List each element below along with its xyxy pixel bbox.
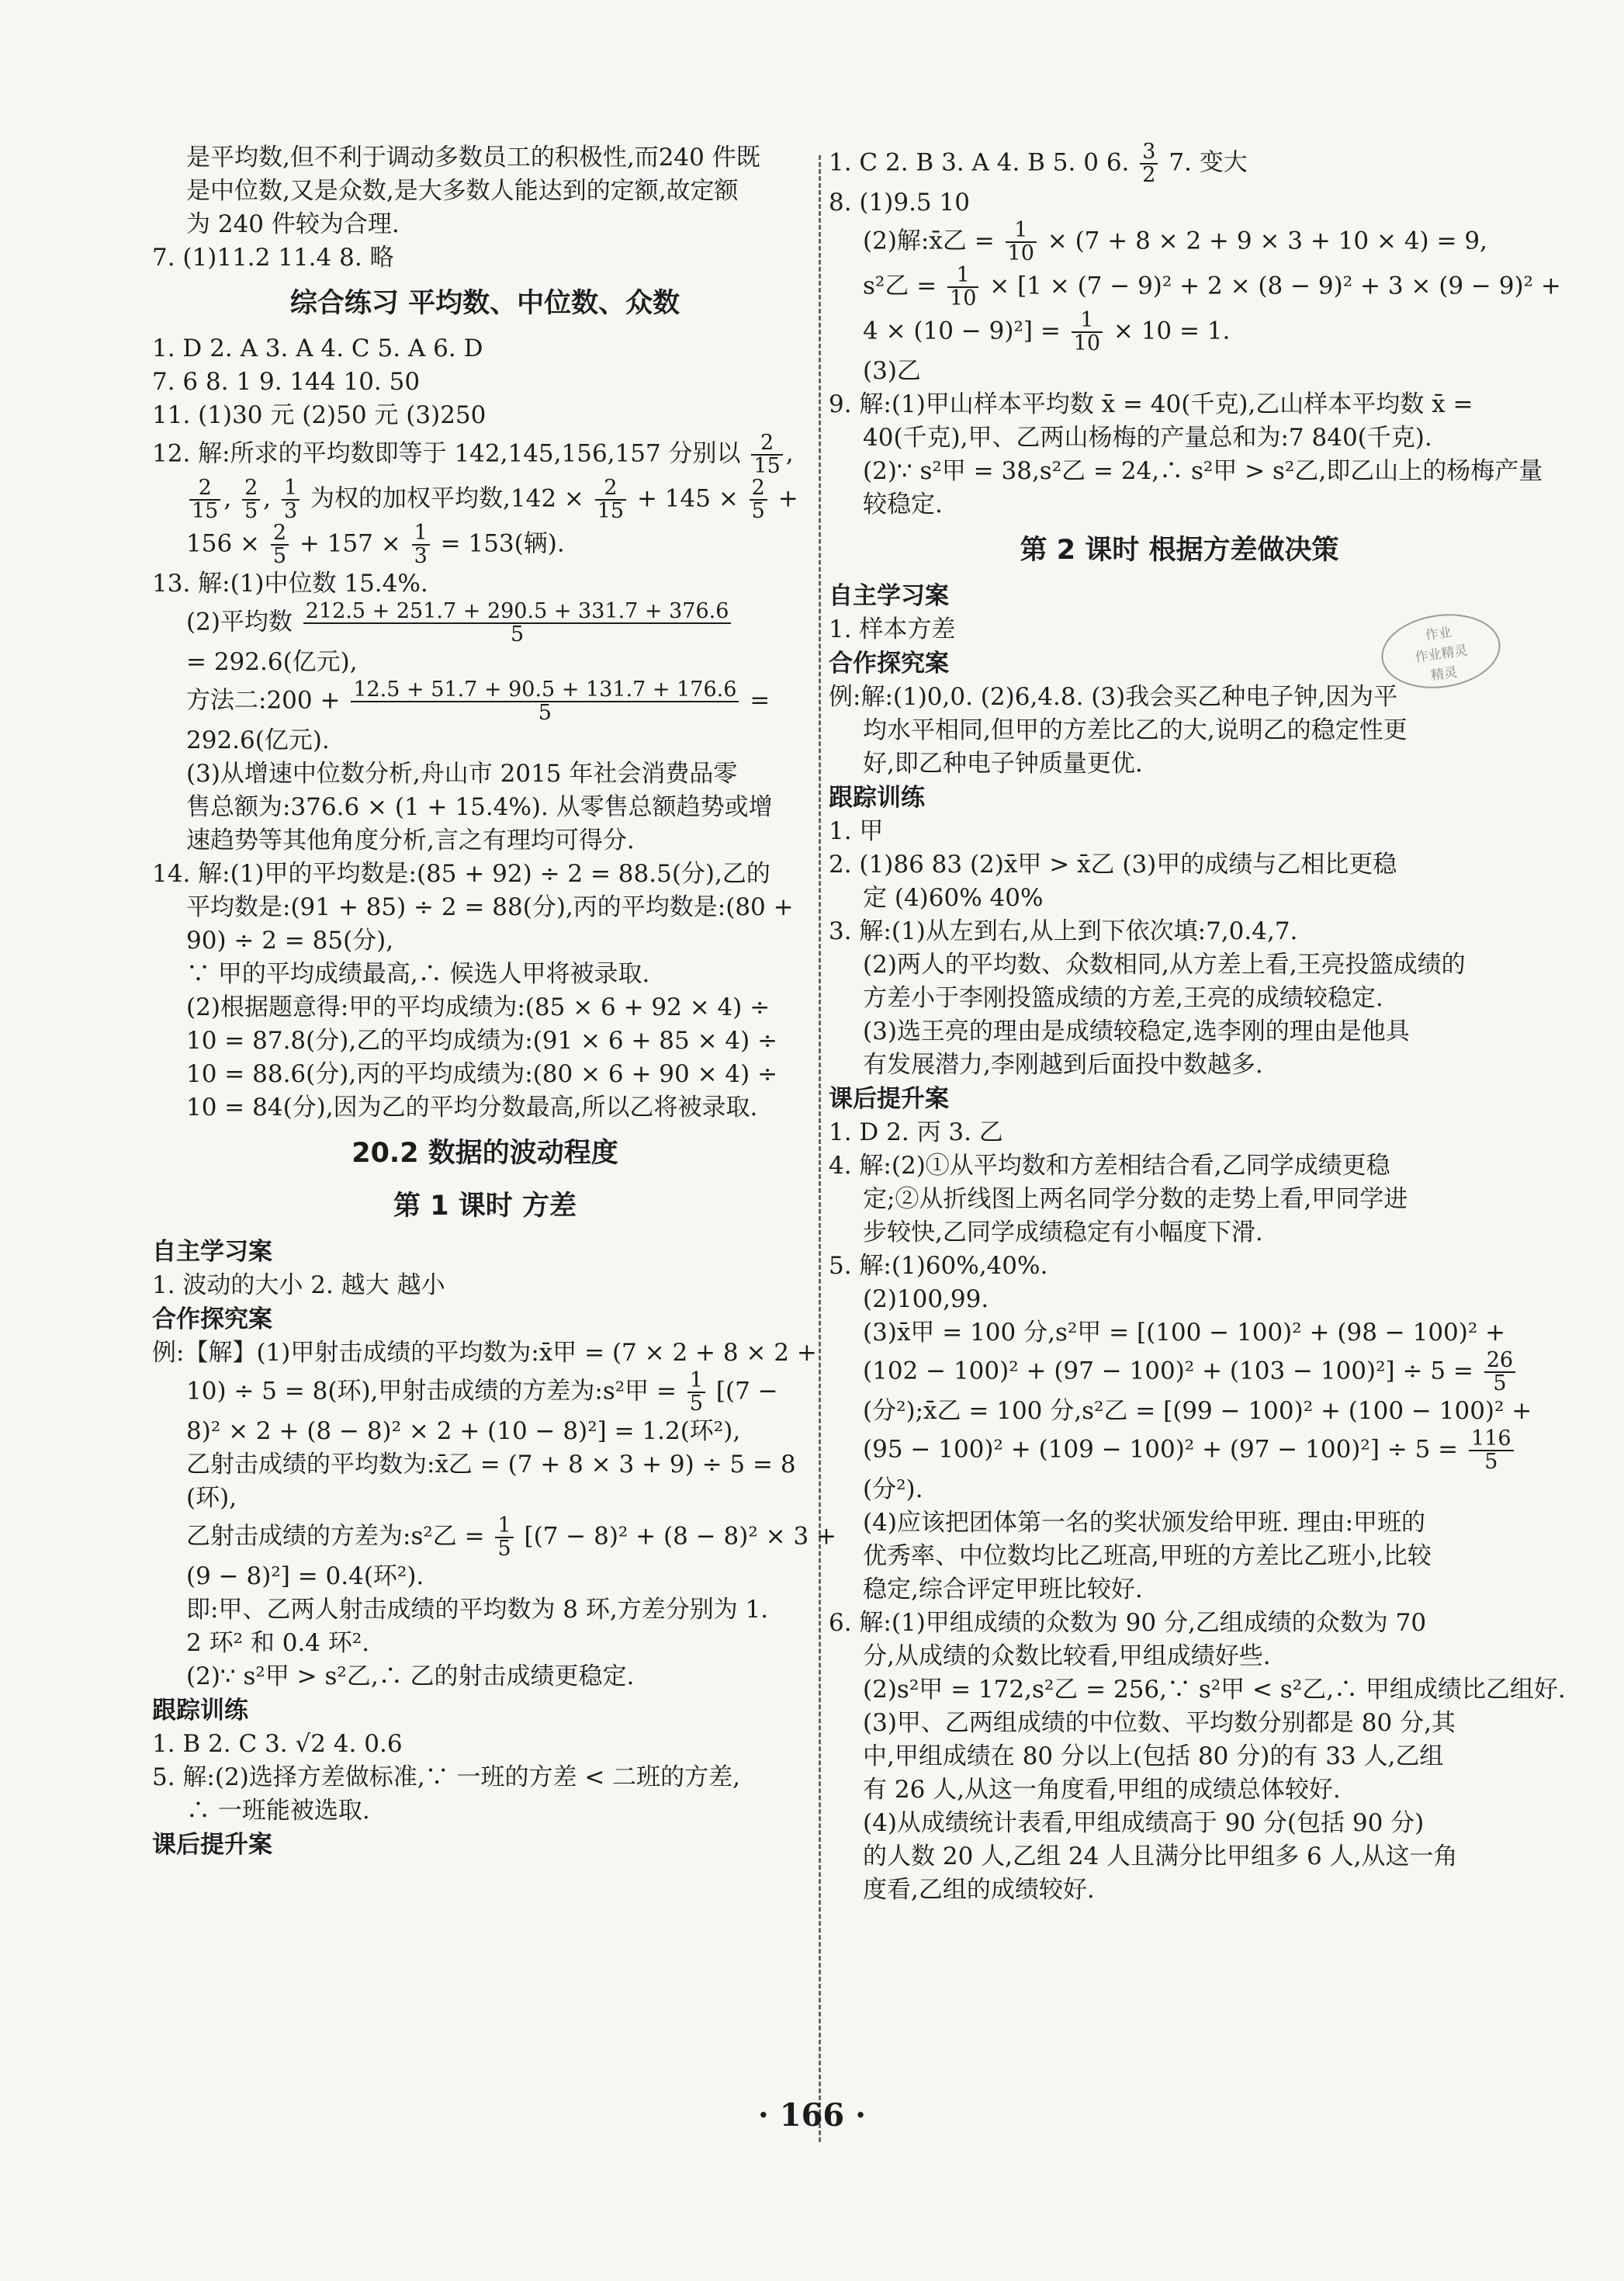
fraction-num: 1 bbox=[495, 1515, 513, 1538]
fraction bbox=[271, 522, 289, 567]
text-line: (3)甲、乙两组成绩的中位数、平均数分别都是 80 分,其 bbox=[863, 1709, 1456, 1737]
text-line: 定;②从折线图上两名同学分数的走势上看,甲同学进 bbox=[863, 1185, 1408, 1213]
answer-line: 14. 解:(1)甲的平均数是:(85 + 92) ÷ 2 = 88.5(分),乙的 bbox=[152, 860, 770, 888]
text-line: (4)从成绩统计表看,甲组成绩高于 90 分(包括 90 分) bbox=[863, 1809, 1425, 1837]
subsection-heading: 自主学习案 bbox=[829, 582, 949, 610]
fraction-num: 212.5 + 251.7 + 290.5 + 331.7 + 376.6 bbox=[303, 601, 732, 624]
fraction-den: 5 bbox=[244, 499, 258, 523]
fraction-den: 5 bbox=[272, 544, 287, 568]
fraction-num: 12.5 + 51.7 + 90.5 + 131.7 + 176.6 bbox=[351, 679, 739, 702]
text-line: 定 (4)60% 40% bbox=[863, 884, 1044, 912]
text-line: (3)x̄甲 = 100 分,s²甲 = [(100 − 100)² + (98 − 100)² + bbox=[863, 1319, 1506, 1347]
answer-line bbox=[829, 1428, 1530, 1473]
fraction-num: 2 bbox=[271, 522, 289, 546]
text-line: = 292.6(亿元), bbox=[186, 648, 358, 676]
text-span: 12. 解:所求的平均数即等于 142,145,156,157 分别以 bbox=[152, 439, 741, 468]
text-line: ∵ 甲的平均成绩最高,∴ 候选人甲将被录取. bbox=[186, 960, 650, 988]
answer-line: 5. 解:(2)选择方差做标准,∵ 一班的方差 < 二班的方差, bbox=[152, 1763, 741, 1791]
answer-line: 6. 解:(1)甲组成绩的众数为 90 分,乙组成绩的众数为 70 bbox=[829, 1609, 1427, 1637]
text-line: 速趋势等其他角度分析,言之有理均可得分. bbox=[186, 827, 635, 855]
text-line: 例:解:(1)0,0. (2)6,4.8. (3)我会买乙种电子钟,因为平 bbox=[829, 683, 1398, 711]
text-span: 乙射击成绩的方差为:s²乙 = bbox=[186, 1522, 485, 1551]
answer-line: 8. (1)9.5 10 bbox=[829, 189, 970, 217]
page-number: · 166 · bbox=[757, 2097, 867, 2134]
answer-line: $\frac{2}{15}$ , $\frac{2}{5}$ , $\frac{1}{3}$ 为权的加权平均数,142 × $\frac{2}{15}$ + 145 × $\frac{2}{5}$ + bbox=[152, 477, 818, 522]
text-span: [(7 − bbox=[715, 1377, 778, 1406]
answer-line bbox=[829, 310, 1530, 355]
section-heading: 综合练习 平均数、中位数、众数 bbox=[289, 288, 680, 319]
fraction-den: 10 bbox=[950, 286, 977, 310]
section-heading: 20.2 数据的波动程度 bbox=[351, 1138, 618, 1169]
answer-line: 1. 甲 bbox=[829, 817, 884, 845]
answer-line: 1. 样本方差 bbox=[829, 615, 956, 643]
text-span: × 10 = 1. bbox=[1113, 317, 1231, 345]
fraction bbox=[687, 1370, 705, 1415]
fraction bbox=[1072, 310, 1103, 355]
subsection-heading: 合作探究案 bbox=[829, 650, 949, 678]
text-line: 乙射击成绩的平均数为:x̄乙 = (7 + 8 × 3 + 9) ÷ 5 = 8 bbox=[186, 1451, 796, 1478]
fraction-num: 3 bbox=[1140, 141, 1158, 165]
subsection-heading: 课后提升案 bbox=[829, 1085, 949, 1113]
text-line: (9 − 8)²] = 0.4(环²). bbox=[186, 1562, 424, 1590]
answer-line: 7. (1)11.2 11.4 8. 略 bbox=[152, 244, 394, 272]
text-line: (2)100,99. bbox=[863, 1285, 989, 1313]
answer-line: 7. 6 8. 1 9. 144 10. 50 bbox=[152, 368, 421, 396]
text-line: 有 26 人,从这一角度看,甲组的成绩总体较好. bbox=[863, 1776, 1341, 1804]
fraction-num: 2 bbox=[189, 477, 220, 501]
answer-line bbox=[829, 220, 1530, 265]
text-line: 步较快,乙同学成绩稳定有小幅度下滑. bbox=[863, 1218, 1263, 1246]
text-span: = 153(辆). bbox=[440, 529, 565, 558]
text-span: (2)平均数 bbox=[186, 608, 293, 636]
subsection-heading: 跟踪训练 bbox=[829, 784, 925, 812]
text-line: 为 240 件较为合理. bbox=[186, 210, 400, 238]
text-line: ∴ 一班能被选取. bbox=[186, 1797, 370, 1825]
fraction bbox=[750, 477, 767, 522]
text-line: (4)应该把团体第一名的奖状颁发给甲班. 理由:甲班的 bbox=[863, 1509, 1426, 1537]
fraction bbox=[1484, 1350, 1515, 1395]
fraction-num: 1 bbox=[687, 1370, 705, 1393]
answer-line: 1. B 2. C 3. √2 4. 0.6 bbox=[152, 1730, 403, 1758]
text-span: 方法二:200 + bbox=[186, 686, 341, 715]
subsection-heading: 自主学习案 bbox=[152, 1238, 272, 1266]
text-line: 均水平相同,但甲的方差比乙的大,说明乙的稳定性更 bbox=[863, 716, 1408, 744]
fraction-num: 2 bbox=[750, 477, 767, 501]
fraction bbox=[242, 477, 260, 522]
fraction-num: 2 bbox=[595, 477, 626, 501]
text-line: (2)∵ s²甲 = 38,s²乙 = 24,∴ s²甲 > s²乙,即乙山上的杨梅产量 bbox=[863, 457, 1543, 485]
text-line: 2 环² 和 0.4 环². bbox=[186, 1629, 370, 1657]
fraction-den: 10 bbox=[1073, 331, 1101, 355]
fraction bbox=[189, 477, 220, 522]
text-line: 40(千克),甲、乙两山杨梅的产量总和为:7 840(千克). bbox=[863, 424, 1432, 452]
left-column bbox=[152, 141, 837, 1862]
text-line: 10 = 84(分),因为乙的平均分数最高,所以乙将被录取. bbox=[186, 1094, 758, 1121]
text-line: (分²). bbox=[863, 1475, 923, 1503]
text-span: 156 × bbox=[186, 529, 260, 558]
text-line: 度看,乙组的成绩较好. bbox=[863, 1876, 1095, 1904]
subsection-heading: 课后提升案 bbox=[152, 1831, 272, 1859]
text-line: 例:【解】(1)甲射击成绩的平均数为:x̄甲 = (7 × 2 + 8 × 2 + bbox=[152, 1339, 817, 1367]
answer-line: 1. D 2. 丙 3. 乙 bbox=[829, 1118, 1003, 1146]
fraction bbox=[282, 477, 300, 522]
text-line: (分²);x̄乙 = 100 分,s²乙 = [(99 − 100)² + (100 − 100)² + bbox=[863, 1397, 1532, 1425]
column-divider bbox=[819, 155, 821, 2142]
fraction-den: 5 bbox=[689, 1392, 704, 1416]
lesson-heading: 第 1 课时 方差 bbox=[393, 1191, 577, 1222]
stamp-text: 作业 bbox=[1424, 624, 1453, 644]
text-line: (3)从增速中位数分析,舟山市 2015 年社会消费品零 bbox=[186, 760, 738, 788]
fraction bbox=[351, 679, 739, 724]
text-span: (95 − 100)² + (109 − 100)² + (97 − 100)²] ÷ 5 = bbox=[863, 1435, 1459, 1464]
text-span: 7. 变大 bbox=[1169, 148, 1248, 177]
text-line: (3)选王亮的理由是成绩较稳定,选李刚的理由是他具 bbox=[863, 1017, 1410, 1045]
answer-line: 156 × $\frac{2}{5}$ + 157 × $\frac{1}{3}$ = 153(辆). bbox=[186, 521, 565, 568]
fraction-den: 5 bbox=[497, 1537, 511, 1561]
text-line: (3)乙 bbox=[863, 357, 921, 385]
text-line: 优秀率、中位数均比乙班高,甲班的方差比乙班小,比较 bbox=[863, 1542, 1432, 1570]
fraction-den: 15 bbox=[192, 499, 219, 523]
answer-line: 3. 解:(1)从左到右,从上到下依次填:7,0.4,7. bbox=[829, 917, 1298, 945]
fraction-num: 1 bbox=[1006, 220, 1037, 243]
fraction-den: 5 bbox=[538, 701, 552, 725]
fraction-num: 2 bbox=[751, 432, 782, 456]
fraction-den: 2 bbox=[1142, 163, 1156, 187]
answer-line: 11. (1)30 元 (2)50 元 (3)250 bbox=[152, 401, 487, 429]
answer-line bbox=[152, 1370, 818, 1415]
fraction-den: 5 bbox=[1493, 1371, 1507, 1395]
text-line: (环), bbox=[186, 1484, 237, 1512]
answer-line: 12. 解:所求的平均数即等于 142,145,156,157 分别以 $\frac{2}{15}$ , bbox=[152, 431, 794, 478]
answer-line bbox=[152, 601, 818, 646]
text-line: 8)² × 2 + (8 − 8)² × 2 + (10 − 8)²] = 1.2(环²), bbox=[186, 1417, 741, 1445]
stamp-text: 作业精灵 bbox=[1414, 643, 1469, 666]
fraction-den: 5 bbox=[511, 622, 525, 647]
text-line: (2)s²甲 = 172,s²乙 = 256,∵ s²甲 < s²乙,∴ 甲组成绩比乙组好. bbox=[863, 1676, 1566, 1704]
fraction-num: 116 bbox=[1469, 1428, 1514, 1451]
text-line: 分,从成绩的众数比较看,甲组成绩好些. bbox=[863, 1642, 1271, 1670]
text-span: 4 × (10 − 9)²] = bbox=[863, 317, 1061, 345]
text-span: 10) ÷ 5 = 8(环),甲射击成绩的方差为:s²甲 = bbox=[186, 1377, 677, 1406]
text-line: (2)根据题意得:甲的平均成绩为:(85 × 6 + 92 × 4) ÷ bbox=[186, 993, 770, 1021]
lesson-heading: 第 2 课时 根据方差做决策 bbox=[1020, 535, 1339, 566]
text-line: 是平均数,但不利于调动多数员工的积极性,而240 件既 bbox=[186, 144, 760, 172]
fraction-den: 5 bbox=[1484, 1450, 1498, 1474]
text-span: s²乙 = bbox=[863, 272, 937, 300]
text-line: 稳定,综合评定甲班比较好. bbox=[863, 1576, 1143, 1603]
text-span: (102 − 100)² + (97 − 100)² + (103 − 100)²] ÷ 5 = bbox=[863, 1357, 1473, 1385]
text-line: 较稳定. bbox=[863, 491, 943, 518]
text-span: 1. C 2. B 3. A 4. B 5. 0 6. bbox=[829, 148, 1130, 177]
text-span: × [1 × (7 − 9)² + 2 × (8 − 9)² + 3 × (9 − 9)² + bbox=[989, 272, 1561, 300]
fraction bbox=[595, 477, 626, 522]
text-line: 90) ÷ 2 = 85(分), bbox=[186, 927, 394, 955]
fraction-num: 1 bbox=[947, 265, 978, 288]
fraction-num: 1 bbox=[412, 522, 430, 546]
text-line: 292.6(亿元). bbox=[186, 726, 330, 754]
answer-line: 5. 解:(1)60%,40%. bbox=[829, 1252, 1048, 1280]
text-span: [(7 − 8)² + (8 − 8)² × 3 + bbox=[524, 1522, 837, 1551]
answer-line bbox=[829, 263, 1561, 310]
answer-line: 13. 解:(1)中位数 15.4%. bbox=[152, 570, 428, 598]
text-line: 方差小于李刚投篮成绩的方差,王亮的成绩较稳定. bbox=[863, 984, 1383, 1012]
fraction-num: 26 bbox=[1484, 1350, 1515, 1373]
answer-line: 4. 解:(2)①从平均数和方差相结合看,乙同学成绩更稳 bbox=[829, 1152, 1390, 1180]
text-line: 10 = 88.6(分),丙的平均成绩为:(80 × 6 + 90 × 4) ÷ bbox=[186, 1060, 778, 1088]
fraction bbox=[947, 265, 978, 310]
answer-line bbox=[152, 1513, 837, 1561]
fraction-den: 3 bbox=[414, 544, 428, 568]
fraction bbox=[412, 522, 430, 567]
answer-line bbox=[829, 1350, 1530, 1395]
text-line: 的人数 20 人,乙组 24 人且满分比甲组多 6 人,从这一角 bbox=[863, 1842, 1458, 1870]
right-column bbox=[829, 140, 1566, 1907]
fraction-den: 3 bbox=[283, 499, 298, 523]
fraction-num: 2 bbox=[242, 477, 260, 501]
text-line: 10 = 87.8(分),乙的平均成绩为:(91 × 6 + 85 × 4) ÷ bbox=[186, 1027, 778, 1055]
answer-line: 2. (1)86 83 (2)x̄甲 > x̄乙 (3)甲的成绩与乙相比更稳 bbox=[829, 851, 1397, 879]
text-line: 售总额为:376.6 × (1 + 15.4%). 从零售总额趋势或增 bbox=[186, 793, 773, 821]
answer-line bbox=[829, 141, 1530, 186]
answer-line: 1. 波动的大小 2. 越大 越小 bbox=[152, 1271, 445, 1299]
text-line: (2)∵ s²甲 > s²乙,∴ 乙的射击成绩更稳定. bbox=[186, 1662, 635, 1690]
stamp-text: 精灵 bbox=[1429, 664, 1459, 684]
text-line: 有发展潜力,李刚越到后面投中数越多. bbox=[863, 1051, 1263, 1079]
answer-line: 1. D 2. A 3. A 4. C 5. A 6. D bbox=[152, 335, 483, 362]
text-line: 平均数是:(91 + 85) ÷ 2 = 88(分),丙的平均数是:(80 + bbox=[186, 893, 794, 921]
subsection-heading: 合作探究案 bbox=[152, 1305, 272, 1333]
fraction bbox=[303, 601, 732, 646]
fraction-den: 10 bbox=[1007, 241, 1034, 265]
fraction-num: 1 bbox=[282, 477, 300, 501]
fraction-num: 1 bbox=[1072, 310, 1103, 333]
fraction bbox=[1006, 220, 1037, 265]
text-line: (2)两人的平均数、众数相同,从方差上看,王亮投篮成绩的 bbox=[863, 951, 1466, 979]
text-line: 中,甲组成绩在 80 分以上(包括 80 分)的有 33 人,乙组 bbox=[863, 1742, 1444, 1770]
fraction bbox=[1140, 141, 1158, 186]
answer-line: 9. 解:(1)甲山样本平均数 x̄ = 40(千克),乙山样本平均数 x̄ = bbox=[829, 390, 1473, 418]
fraction bbox=[751, 432, 782, 477]
fraction bbox=[1469, 1428, 1514, 1473]
fraction bbox=[495, 1515, 513, 1560]
answer-line: 方法二:200 + $\frac{12.5 + 51.7 + 90.5 + 131.7 + 176.6}{5}$ = bbox=[186, 678, 770, 725]
text-line: 即:甲、乙两人射击成绩的平均数为 8 环,方差分别为 1. bbox=[186, 1596, 769, 1624]
text-line: 好,即乙种电子钟质量更优. bbox=[863, 750, 1143, 778]
fraction-den: 5 bbox=[751, 499, 765, 523]
subsection-heading: 跟踪训练 bbox=[152, 1697, 248, 1725]
fraction-den: 15 bbox=[753, 454, 781, 478]
text-span: (2)解:x̄乙 = bbox=[863, 227, 995, 255]
text-line: 是中位数,又是众数,是大多数人能达到的定额,故定额 bbox=[186, 177, 739, 205]
fraction-den: 15 bbox=[597, 499, 625, 523]
text-span: × (7 + 8 × 2 + 9 × 3 + 10 × 4) = 9, bbox=[1047, 227, 1487, 255]
text-span: 为权的加权平均数,142 × bbox=[310, 484, 584, 513]
